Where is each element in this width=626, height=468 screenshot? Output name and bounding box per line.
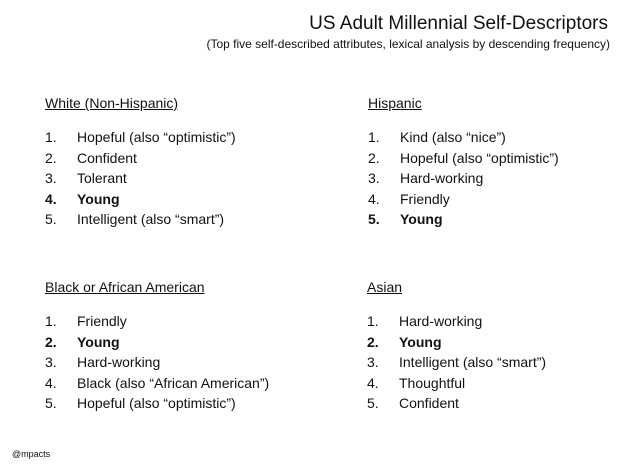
attribute-list	[368, 127, 559, 230]
list-item	[367, 352, 546, 373]
rank-number: 3.	[45, 170, 57, 187]
rank-number: 5.	[368, 211, 380, 228]
list-item	[367, 332, 546, 353]
rank-number: 1.	[45, 129, 57, 145]
list-item	[368, 189, 559, 210]
page-subtitle: (Top five self-described attributes, lexical analysis by descending frequency)	[206, 37, 610, 51]
attribute-label: Confident	[399, 395, 459, 412]
attribute-label: Thoughtful	[399, 374, 466, 391]
rank-number: 5.	[45, 395, 57, 412]
footer-credit: @mpacts	[12, 449, 51, 459]
attribute-list	[45, 127, 236, 230]
attribute-label: Black (also “African American”)	[77, 374, 270, 391]
rank-number: 4.	[367, 374, 379, 391]
rank-number: 2.	[45, 149, 57, 166]
attribute-label: Confident	[77, 149, 137, 166]
list-item	[368, 127, 559, 148]
rank-number: 4.	[45, 374, 57, 391]
rank-number: 1.	[368, 129, 380, 145]
rank-number: 1.	[45, 313, 57, 329]
attribute-label: Hard-working	[399, 313, 483, 329]
list-item	[45, 168, 236, 189]
list-item	[367, 311, 546, 332]
list-item	[368, 148, 559, 169]
attribute-list	[45, 311, 269, 414]
list-item	[45, 311, 269, 332]
list-item	[45, 127, 236, 148]
attribute-label: Young	[400, 211, 443, 228]
list-item	[45, 393, 269, 414]
rank-number: 2.	[367, 333, 379, 350]
attribute-label: Friendly	[77, 313, 127, 329]
attribute-label: Hopeful (also “optimistic”)	[77, 395, 236, 412]
list-item	[368, 168, 559, 189]
attribute-label: Intelligent (also “smart”)	[77, 211, 225, 228]
group-heading: White (Non-Hispanic)	[45, 95, 179, 111]
group-heading: Black or African American	[45, 279, 205, 295]
rank-number: 5.	[367, 395, 379, 412]
list-item	[367, 393, 546, 414]
list-item	[45, 209, 236, 230]
list-item	[45, 189, 236, 210]
rank-number: 5.	[45, 211, 57, 228]
attribute-label: Kind (also “nice”)	[400, 129, 506, 145]
rank-number: 3.	[367, 354, 379, 371]
rank-number: 4.	[368, 190, 380, 207]
rank-number: 3.	[45, 354, 57, 371]
attribute-label: Friendly	[400, 190, 450, 207]
group-heading: Hispanic	[368, 95, 422, 111]
list-item	[45, 373, 269, 394]
attribute-label: Hard-working	[400, 170, 484, 187]
rank-number: 3.	[368, 170, 380, 187]
rank-number: 2.	[45, 333, 57, 350]
attribute-list	[367, 311, 546, 414]
attribute-label: Young	[77, 333, 120, 350]
attribute-label: Hopeful (also “optimistic”)	[400, 149, 559, 166]
list-item	[367, 373, 546, 394]
attribute-label: Tolerant	[77, 170, 127, 187]
list-item	[45, 352, 269, 373]
rank-number: 2.	[368, 149, 380, 166]
list-item	[368, 209, 559, 230]
list-item	[45, 332, 269, 353]
attribute-label: Hopeful (also “optimistic”)	[77, 129, 236, 145]
rank-number: 1.	[367, 313, 379, 329]
group-heading: Asian	[367, 279, 403, 295]
attribute-label: Hard-working	[77, 354, 161, 371]
rank-number: 4.	[45, 190, 57, 207]
attribute-label: Young	[77, 190, 120, 207]
attribute-label: Young	[399, 333, 442, 350]
page-title: US Adult Millennial Self-Descriptors	[309, 13, 608, 34]
list-item	[45, 148, 236, 169]
attribute-label: Intelligent (also “smart”)	[399, 354, 547, 371]
